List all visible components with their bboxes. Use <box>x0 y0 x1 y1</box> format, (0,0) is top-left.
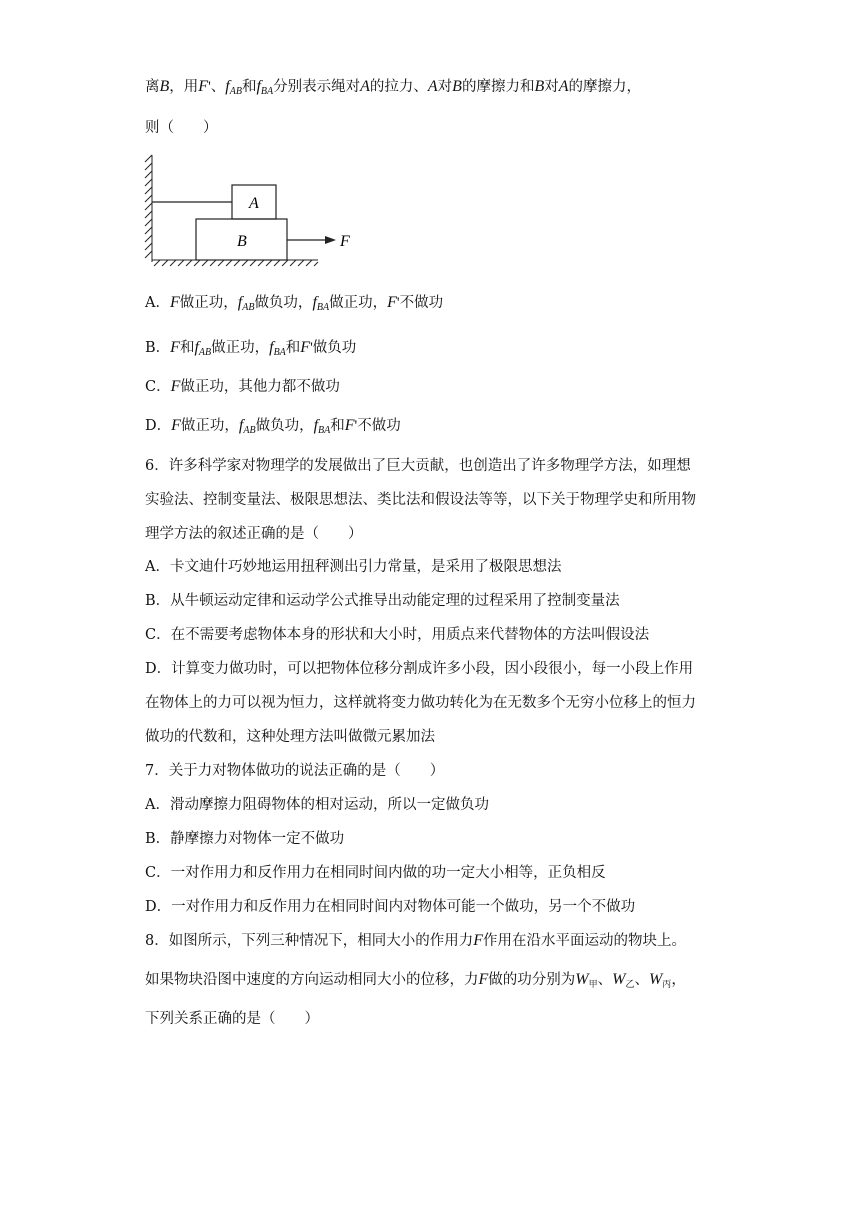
q6-option-d-cont: 做功的代数和，这种处理方法叫做微元累加法 <box>145 729 435 745</box>
q5-option-c: C．F做正功，其他力都不做功 <box>145 378 340 395</box>
q5-option-b: B．F和$f_{AB}$做正功，$f_{BA}$和F'做负功 <box>145 339 357 358</box>
label-b: B <box>237 233 247 250</box>
q6-option-c: C．在不需要考虑物体本身的形状和大小时，用质点来代替物体的方法叫假设法 <box>145 627 650 643</box>
q5-stem-line-1: 离B，用F'、$f_{AB}$和$f_{BA}$分别表示绳对A的拉力、A对B的摩擦力和B对A的摩擦力， <box>145 78 642 97</box>
q7-option-d: D．一对作用力和反作用力在相同时间内对物体可能一个做功，另一个不做功 <box>145 899 636 915</box>
q6-option-b: B．从牛顿运动定律和运动学公式推导出动能定理的过程采用了控制变量法 <box>145 593 620 609</box>
force-arrowhead <box>325 236 336 244</box>
q7-option-c: C．一对作用力和反作用力在相同时间内做的功一定大小相等，正负相反 <box>145 865 606 881</box>
q6-line: 理学方法的叙述正确的是（ ） <box>145 526 363 542</box>
label-f: F <box>340 233 350 250</box>
q6-option-a: A．卡文迪什巧妙地运用扭秤测出引力常量，是采用了极限思想法 <box>145 559 562 575</box>
ground-hatching <box>152 260 318 266</box>
q8-stem-line-1: 8．如图所示，下列三种情况下，相同大小的作用力F作用在沿水平面运动的物块上。 <box>145 932 687 949</box>
q8-stem-line-2: 如果物块沿图中速度的方向运动相同大小的位移，力F做的功分别为$W_甲$、$W_乙$、$W_丙$， <box>145 971 686 990</box>
q5-figure <box>140 150 370 270</box>
q7-option-a: A．滑动摩擦力阻碍物体的相对运动，所以一定做负功 <box>145 797 489 813</box>
q7-stem: 7．关于力对物体做功的说法正确的是（ ） <box>145 763 445 779</box>
label-a: A <box>249 195 259 212</box>
q5-option-d: D．F做正功，$f_{AB}$做负功，$f_{BA}$和F'不做功 <box>145 417 401 436</box>
q6-option-d-cont: 在物体上的力可以视为恒力，这样就将变力做功转化为在无数多个无穷小位移上的恒力 <box>145 695 696 711</box>
q6-option-d: D．计算变力做功时，可以把物体位移分割成许多小段，因小段很小，每一小段上作用 <box>145 661 694 677</box>
q6-line: 6．许多科学家对物理学的发展做出了巨大贡献，也创造出了许多物理学方法，如理想 <box>145 458 691 474</box>
wall-hatching <box>145 155 152 262</box>
q5-option-a: A．F做正功，$f_{AB}$做负功，$f_{BA}$做正功，F'不做功 <box>145 294 444 313</box>
q5-stem-line-2: 则（ ） <box>145 120 218 136</box>
q7-option-b: B．静摩擦力对物体一定不做功 <box>145 831 345 847</box>
q6-line: 实验法、控制变量法、极限思想法、类比法和假设法等等，以下关于物理学史和所用物 <box>145 492 696 508</box>
q8-stem-line-3: 下列关系正确的是（ ） <box>145 1011 319 1027</box>
